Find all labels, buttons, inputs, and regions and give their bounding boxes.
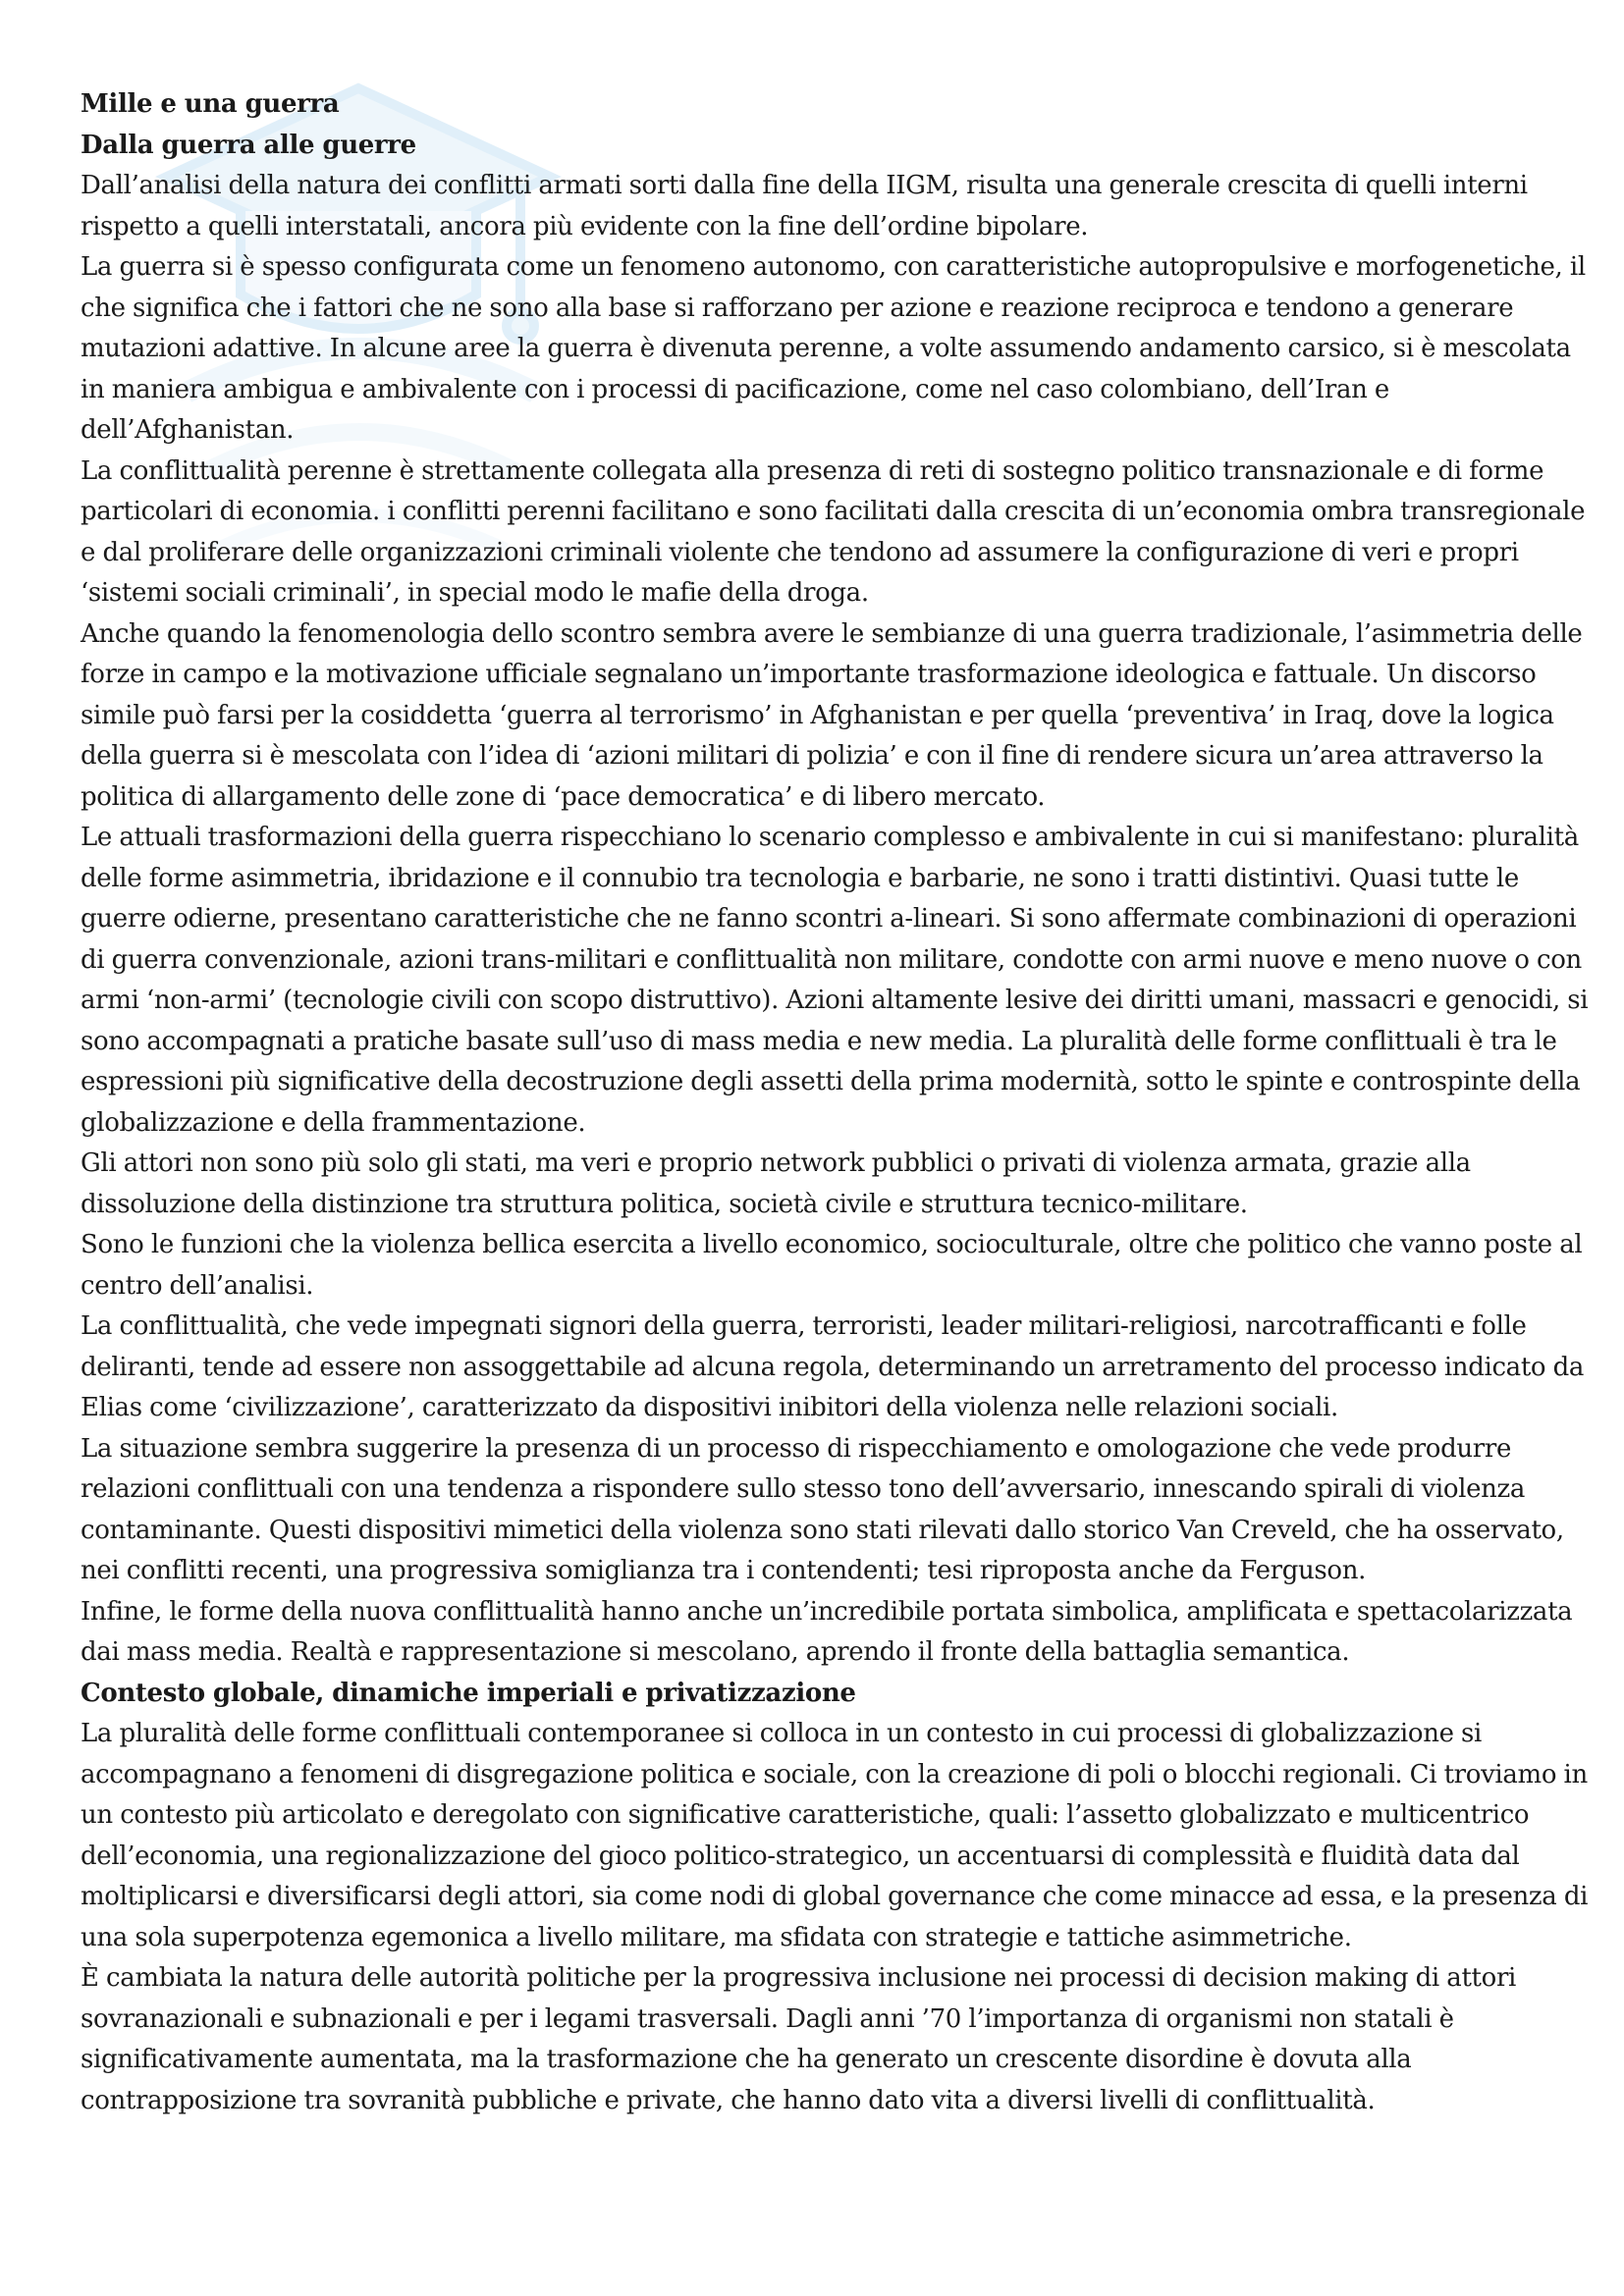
paragraph: La pluralità delle forme conflittuali contemporanee si colloca in un contesto in cui processi di globalizzazione si accompagnano a fenomeni di disgregazione politica e sociale, con la creazione di poli o blocchi regionali. Ci troviamo in un contesto più articolato e deregolato con significative caratteristiche, quali: l’assetto globalizzato e multicentrico dell’economia, una regionalizzazione del gioco politico-strategico, un accentuarsi di complessità e fluidità data dal moltiplicarsi e diversificarsi degli attori, sia come nodi di global governance che come minacce ad essa, e la presenza di una sola superpotenza egemonica a livello militare, ma sfidata con strategie e tattiche asimmetriche. [81, 1719, 1589, 1952]
paragraph: Infine, le forme della nuova conflittualità hanno anche un’incredibile portata simbolica, amplificata e spettacolarizzata dai mass media. Realtà e rappresentazione si mescolano, aprendo il fronte della battaglia semantica. [81, 1596, 1573, 1667]
paragraph: La situazione sembra suggerire la presenza di un processo di rispecchiamento e omologazione che vede produrre relazioni conflittuali con una tendenza a rispondere sullo stesso tono dell’avversario, innescando spirali di violenza contaminante. Questi dispositivi mimetici della violenza sono stati rilevati dallo storico Van Creveld, che ha osservato, nei conflitti recenti, una progressiva somiglianza tra i contendenti; tesi riproposta anche da Ferguson. [81, 1433, 1564, 1585]
paragraph: La conflittualità perenne è strettamente collegata alla presenza di reti di sostegno politico transnazionale e di forme particolari di economia. i conflitti perenni facilitano e sono facilitati dalla crescita di un’economia ombra transregionale e dal proliferare delle organizzazioni criminali violente che tendono ad assumere la configurazione di veri e propri ‘sistemi sociali criminali’, in special modo le mafie della droga. [81, 455, 1586, 608]
document-body [81, 84, 1593, 2121]
paragraph: Anche quando la fenomenologia dello scontro sembra avere le sembianze di una guerra tradizionale, l’asimmetria delle forze in campo e la motivazione ufficiale segnalano un’importante trasformazione ideologica e fattuale. Un discorso simile può farsi per la cosiddetta ‘guerra al terrorismo’ in Afghanistan e per quella ‘preventiva’ in Iraq, dove la logica della guerra si è mescolata con l’idea di ‘azioni militari di polizia’ e con il fine di rendere sicura un’area attraverso la politica di allargamento delle zone di ‘pace democratica’ e di libero mercato. [81, 618, 1583, 812]
paragraph: La conflittualità, che vede impegnati signori della guerra, terroristi, leader militari-religiosi, narcotrafficanti e folle deliranti, tende ad essere non assoggettabile ad alcuna regola, determinando un arretramento del processo indicato da Elias come ‘civilizzazione’, caratterizzato da dispositivi inibitori della violenza nelle relazioni sociali. [81, 1311, 1585, 1422]
paragraph: Le attuali trasformazioni della guerra rispecchiano lo scenario complesso e ambivalente in cui si manifestano: pluralità delle forme asimmetria, ibridazione e il connubio tra tecnologia e barbarie, ne sono i tratti distintivi. Quasi tutte le guerre odierne, presentano caratteristiche che ne fanno scontri a-lineari. Si sono affermate combinazioni di operazioni di guerra convenzionale, azioni trans-militari e conflittualità non militare, condotte con armi nuove e meno nuove o con armi ‘non-armi’ (tecnologie civili con scopo distruttivo). Azioni altamente lesive dei diritti umani, massacri e genocidi, si sono accompagnati a pratiche basate sull’uso di mass media e new media. La pluralità delle forme conflittuali è tra le espressioni più significative della decostruzione degli assetti della prima modernità, sotto le spinte e controspinte della globalizzazione e della frammentazione. [81, 823, 1589, 1138]
section-heading: Dalla guerra alle guerre [81, 130, 416, 160]
paragraph: Sono le funzioni che la violenza bellica esercita a livello economico, socioculturale, oltre che politico che vanno poste al centro dell’analisi. [81, 1230, 1583, 1301]
paragraph: La guerra si è spesso configurata come un fenomeno autonomo, con caratteristiche autopropulsive e morfogenetiche, il che significa che i fattori che ne sono alla base si rafforzano per azione e reazione reciproca e tendono a generare mutazioni adattive. In alcune aree la guerra è divenuta perenne, a volte assumendo andamento carsico, si è mescolata in maniera ambigua e ambivalente con i processi di pacificazione, come nel caso colombiano, dell’Iran e dell’Afghanistan. [81, 252, 1586, 445]
paragraph: È cambiata la natura delle autorità politiche per la progressiva inclusione nei processi di decision making di attori sovranazionali e subnazionali e per i legami trasversali. Dagli anni ’70 l’importanza di organismi non statali è significativamente aumentata, ma la trasformazione che ha generato un crescente disordine è dovuta alla contrapposizione tra sovranità pubbliche e private, che hanno dato vita a diversi livelli di conflittualità. [81, 1963, 1517, 2115]
document-title: Mille e una guerra [81, 89, 340, 119]
section-heading: Contesto globale, dinamiche imperiali e privatizzazione [81, 1678, 856, 1708]
paragraph: Gli attori non sono più solo gli stati, ma veri e proprio network pubblici o privati di violenza armata, grazie alla dissoluzione della distinzione tra struttura politica, società civile e struttura tecnico-militare. [81, 1148, 1471, 1219]
paragraph: Dall’analisi della natura dei conflitti armati sorti dalla fine della IIGM, risulta una generale crescita di quelli interni rispetto a quelli interstatali, ancora più evidente con la fine dell’ordine bipolare. [81, 171, 1528, 241]
